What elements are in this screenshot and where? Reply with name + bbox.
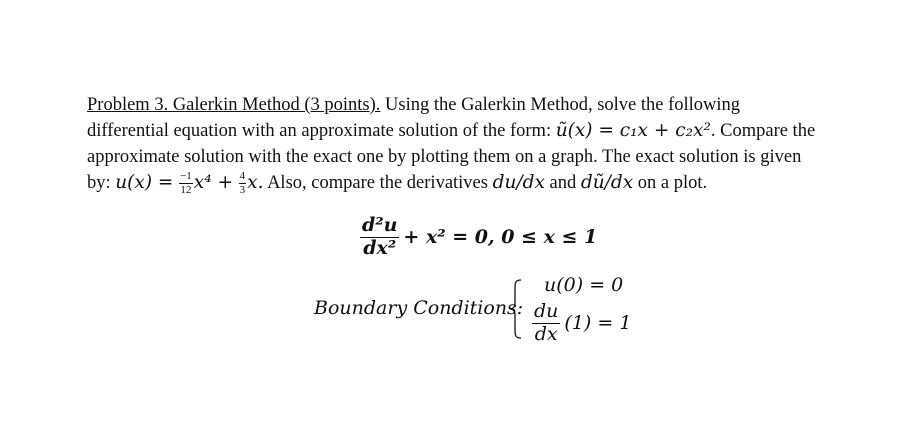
problem-heading: Problem 3. Galerkin Method (3 points). [87, 95, 381, 115]
differential-equation [360, 216, 597, 259]
problem-line-4 [87, 170, 867, 196]
problem-line-1 [87, 92, 867, 118]
fraction-numerator: −1 [180, 170, 192, 183]
bc2-denominator: dx [534, 322, 558, 345]
bc2-numerator: du [534, 300, 559, 322]
problem-line-3 [87, 144, 867, 170]
boundary-condition-1: u(0) = 0 [544, 274, 624, 296]
second-derivative-denominator: dx² [363, 236, 397, 259]
x-term: x. [247, 172, 264, 193]
boundary-condition-2 [532, 302, 631, 345]
second-derivative-numerator: d²u [362, 214, 398, 236]
problem-line-2-tail: . Compare the [710, 121, 816, 141]
fraction-denominator: 3 [239, 184, 246, 197]
fraction-numerator: 4 [239, 170, 246, 183]
fraction-minus-one-twelfth [179, 171, 193, 196]
exact-solution-lhs: u(x) = [115, 172, 174, 193]
problem-line-2-text: differential equation with an approximate solution of the form: [87, 121, 556, 141]
boundary-conditions-label: Boundary Conditions: [314, 297, 524, 319]
problem-statement [87, 92, 867, 196]
problem-line-4-prefix: by: [87, 173, 116, 193]
x4-term: x⁴ + [193, 172, 234, 193]
problem-line-4-mid: Also, compare the derivatives [263, 173, 493, 193]
approx-solution-form: ũ(x) = c₁x + c₂x² [555, 120, 711, 141]
second-derivative-fraction [360, 216, 399, 259]
fraction-four-thirds [239, 171, 247, 196]
left-brace-icon [509, 279, 523, 339]
derivative-du-dx: du/dx [492, 172, 545, 193]
problem-line-1-text: Using the Galerkin Method, solve the following [380, 95, 741, 115]
bc2-rest: (1) = 1 [564, 312, 632, 335]
problem-line-3-text: approximate solution with the exact one by plotting them on a graph. The exact solution is given [87, 147, 802, 167]
fraction-denominator: 12 [180, 184, 192, 197]
problem-line-4-tail: on a plot. [633, 173, 708, 193]
derivative-du-tilde-dx: dũ/dx [580, 172, 634, 193]
problem-line-2 [87, 118, 867, 144]
equation-rest: + x² = 0, 0 ≤ x ≤ 1 [403, 226, 598, 249]
and-word: and [544, 173, 581, 193]
bc2-derivative-fraction [532, 302, 560, 345]
